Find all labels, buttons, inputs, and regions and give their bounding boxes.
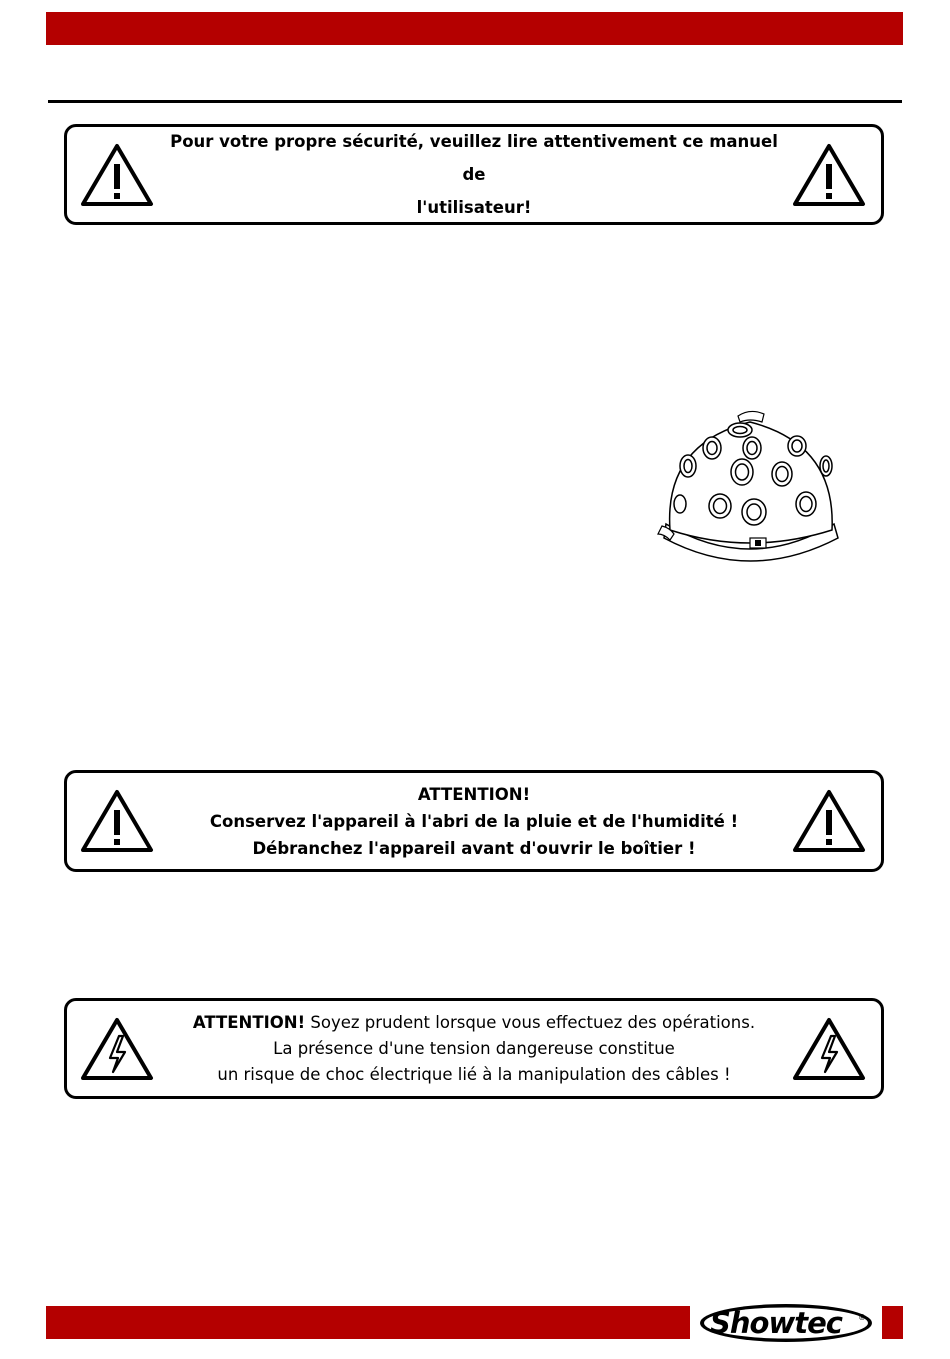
showtec-logo	[698, 1302, 874, 1344]
electric-warning-attention: ATTENTION!	[192, 1012, 306, 1032]
attention-warning-line-2: Conservez l'appareil à l'abri de la pluie et de l'humidité !	[209, 811, 739, 831]
electric-warning-line-3: un risque de choc électrique lié à la manipulation des câbles !	[217, 1064, 731, 1084]
electric-warning-line-1	[193, 1010, 755, 1036]
safety-warning-line-1: Pour votre propre sécurité, veuillez lire attentivement ce manuel de	[170, 132, 778, 184]
electric-warning-line-1-rest: Soyez prudent lorsque vous effectuez des opérations.	[305, 1012, 756, 1032]
electric-warning-box	[64, 998, 884, 1099]
logo-text: Showtec	[710, 1306, 842, 1340]
exclamation-warning-icon	[791, 142, 867, 208]
product-illustration	[656, 404, 844, 566]
high-voltage-warning-icon	[79, 1016, 155, 1082]
header-rule	[48, 100, 902, 103]
safety-warning-box	[64, 124, 884, 225]
electric-warning-line-2: La présence d'une tension dangereuse constitue	[273, 1038, 675, 1058]
exclamation-warning-icon	[791, 788, 867, 854]
high-voltage-warning-icon	[791, 1016, 867, 1082]
exclamation-warning-icon	[79, 142, 155, 208]
exclamation-warning-icon	[79, 788, 155, 854]
attention-warning-line-1: ATTENTION!	[417, 784, 531, 804]
safety-warning-line-2: l'utilisateur!	[416, 198, 532, 217]
footer-logo-area	[690, 1298, 882, 1348]
logo-registered-mark: ®	[858, 1313, 866, 1322]
header-bar	[46, 12, 903, 45]
attention-warning-box	[64, 770, 884, 872]
attention-warning-text	[167, 773, 781, 869]
attention-warning-line-3: Débranchez l'appareil avant d'ouvrir le boîtier !	[252, 838, 696, 858]
safety-warning-text	[167, 127, 781, 222]
electric-warning-text	[167, 1001, 781, 1096]
